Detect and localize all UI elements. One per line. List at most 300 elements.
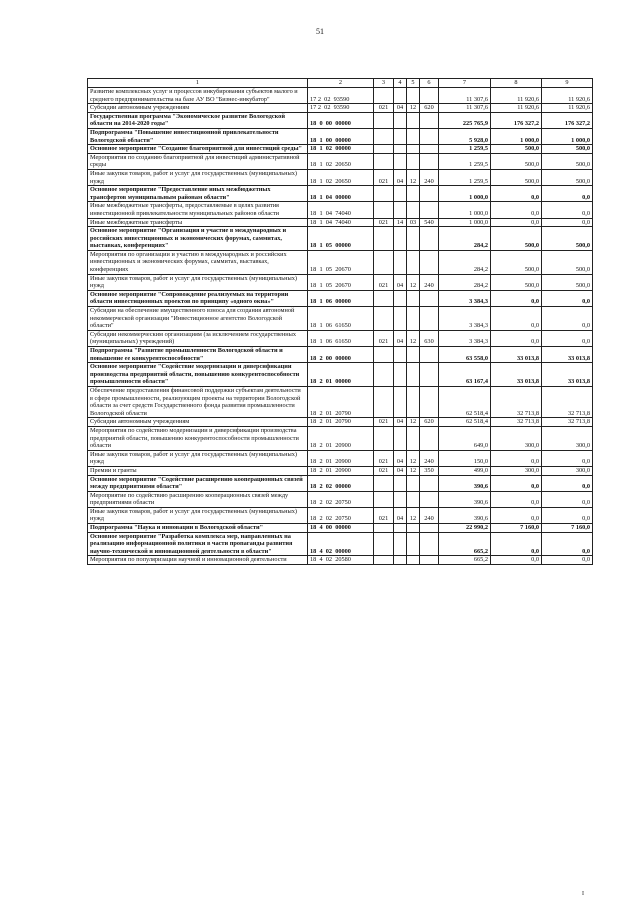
row-subsection-cell (407, 186, 420, 202)
row-section-cell (394, 491, 407, 507)
row-ministry-cell: 021 (374, 466, 394, 475)
row-name-cell: Обеспечение предоставления финансовой поддержки субъектам деятельности в сфере промышленности, реализующим проекты на территории Вологодской области за счет средств Государственного фонда развития промышленности Вологодской области (88, 386, 308, 417)
table-row (88, 112, 593, 128)
row-section-cell (394, 347, 407, 363)
row-expense-type-cell (420, 347, 439, 363)
row-code-cell: 18 2 01 20900 (308, 450, 374, 466)
row-name-cell: Субсидии автономным учреждениям (88, 104, 308, 113)
row-section-cell: 04 (394, 274, 407, 290)
row-value-col8: 0,0 (491, 290, 542, 306)
row-subsection-cell (407, 556, 420, 565)
row-ministry-cell (374, 250, 394, 274)
row-subsection-cell: 12 (407, 169, 420, 185)
row-ministry-cell (374, 186, 394, 202)
row-value-col9: 0,0 (542, 330, 593, 346)
row-expense-type-cell (420, 112, 439, 128)
row-name-cell: Основное мероприятие "Предоставление иных межбюджетных трансфертов муниципальным районам области" (88, 186, 308, 202)
row-value-col9: 11 920,6 (542, 104, 593, 113)
row-name-cell: Мероприятия по созданию благоприятной для инвестиций административной среды (88, 153, 308, 169)
table-row (88, 491, 593, 507)
table-row (88, 218, 593, 227)
row-expense-type-cell: 350 (420, 466, 439, 475)
row-value-col8: 0,0 (491, 330, 542, 346)
row-code-cell: 17 2 02 93590 (308, 104, 374, 113)
row-code-cell: 18 1 02 20650 (308, 153, 374, 169)
row-ministry-cell (374, 112, 394, 128)
row-section-cell (394, 532, 407, 556)
table-row (88, 347, 593, 363)
row-code-cell: 18 1 02 20650 (308, 169, 374, 185)
row-value-col7: 390,6 (439, 507, 491, 523)
table-row (88, 104, 593, 113)
row-code-cell: 18 2 01 20790 (308, 386, 374, 417)
row-value-col8: 0,0 (491, 218, 542, 227)
row-code-cell: 18 1 00 00000 (308, 128, 374, 144)
row-value-col7: 63 167,4 (439, 363, 491, 387)
row-section-cell (394, 363, 407, 387)
row-value-col9: 7 160,0 (542, 524, 593, 533)
row-value-col9: 0,0 (542, 218, 593, 227)
page-number: 51 (316, 27, 324, 36)
row-code-cell: 18 2 01 20900 (308, 466, 374, 475)
row-section-cell (394, 426, 407, 450)
row-ministry-cell: 021 (374, 274, 394, 290)
row-section-cell (394, 386, 407, 417)
row-section-cell: 04 (394, 330, 407, 346)
row-expense-type-cell (420, 556, 439, 565)
header-cell: 6 (420, 79, 439, 88)
header-cell: 7 (439, 79, 491, 88)
row-value-col7: 5 928,0 (439, 128, 491, 144)
row-value-col7: 1 000,0 (439, 202, 491, 218)
row-value-col7: 3 384,3 (439, 290, 491, 306)
row-value-col7: 225 765,9 (439, 112, 491, 128)
table-row (88, 128, 593, 144)
row-name-cell: Иные межбюджетные трансферты, предоставляемые в целях развития инвестиционной привлекательности муниципальных районов области (88, 202, 308, 218)
row-subsection-cell (407, 532, 420, 556)
row-value-col9: 0,0 (542, 450, 593, 466)
row-expense-type-cell (420, 524, 439, 533)
row-name-cell: Иные закупки товаров, работ и услуг для государственных (муниципальных) нужд (88, 450, 308, 466)
row-code-cell: 18 1 06 61650 (308, 330, 374, 346)
row-expense-type-cell (420, 88, 439, 104)
row-value-col7: 499,0 (439, 466, 491, 475)
row-name-cell: Подпрограмма "Наука и инновации в Вологодской области" (88, 524, 308, 533)
row-expense-type-cell: 620 (420, 418, 439, 427)
row-value-col9: 32 713,8 (542, 418, 593, 427)
row-section-cell (394, 307, 407, 331)
row-subsection-cell (407, 88, 420, 104)
row-ministry-cell (374, 202, 394, 218)
row-value-col9: 33 013,8 (542, 363, 593, 387)
table-row (88, 363, 593, 387)
row-expense-type-cell: 240 (420, 450, 439, 466)
row-code-cell: 17 2 02 93590 (308, 88, 374, 104)
row-value-col9: 0,0 (542, 532, 593, 556)
row-subsection-cell: 12 (407, 466, 420, 475)
row-expense-type-cell (420, 363, 439, 387)
row-section-cell: 04 (394, 507, 407, 523)
table-row (88, 145, 593, 154)
row-ministry-cell (374, 386, 394, 417)
row-code-cell: 18 4 02 20580 (308, 556, 374, 565)
row-value-col7: 3 384,3 (439, 330, 491, 346)
row-expense-type-cell (420, 202, 439, 218)
row-value-col8: 0,0 (491, 202, 542, 218)
row-ministry-cell (374, 227, 394, 251)
row-code-cell: 18 1 05 20670 (308, 250, 374, 274)
corner-mark: I (582, 891, 584, 897)
row-value-col7: 11 307,6 (439, 88, 491, 104)
row-value-col8: 32 713,8 (491, 418, 542, 427)
table-row (88, 330, 593, 346)
row-section-cell (394, 250, 407, 274)
header-cell: 3 (374, 79, 394, 88)
row-expense-type-cell: 620 (420, 104, 439, 113)
row-value-col8: 1 000,0 (491, 128, 542, 144)
row-value-col7: 63 558,0 (439, 347, 491, 363)
row-value-col9: 500,0 (542, 274, 593, 290)
row-ministry-cell: 021 (374, 104, 394, 113)
row-value-col8: 0,0 (491, 556, 542, 565)
row-expense-type-cell (420, 386, 439, 417)
row-code-cell: 18 1 04 74040 (308, 202, 374, 218)
row-value-col8: 300,0 (491, 426, 542, 450)
row-expense-type-cell (420, 532, 439, 556)
row-value-col7: 284,2 (439, 250, 491, 274)
row-ministry-cell: 021 (374, 507, 394, 523)
row-name-cell: Мероприятия по содействию модернизации и диверсификации производства предприятий области, повышению конкурентоспособности промышленности области (88, 426, 308, 450)
table-row (88, 186, 593, 202)
row-expense-type-cell (420, 290, 439, 306)
row-value-col8: 33 013,8 (491, 347, 542, 363)
row-value-col8: 500,0 (491, 274, 542, 290)
table-row (88, 466, 593, 475)
table-header-row (88, 79, 593, 88)
row-subsection-cell (407, 386, 420, 417)
row-value-col9: 0,0 (542, 507, 593, 523)
row-value-col8: 500,0 (491, 227, 542, 251)
row-ministry-cell (374, 88, 394, 104)
row-value-col9: 500,0 (542, 227, 593, 251)
row-code-cell: 18 1 05 20670 (308, 274, 374, 290)
header-cell: 8 (491, 79, 542, 88)
row-ministry-cell (374, 290, 394, 306)
row-name-cell: Премии и гранты (88, 466, 308, 475)
table-row (88, 475, 593, 491)
row-value-col8: 500,0 (491, 153, 542, 169)
row-value-col8: 33 013,8 (491, 363, 542, 387)
row-value-col8: 0,0 (491, 186, 542, 202)
row-subsection-cell: 12 (407, 274, 420, 290)
row-ministry-cell (374, 491, 394, 507)
row-value-col9: 0,0 (542, 475, 593, 491)
row-ministry-cell: 021 (374, 218, 394, 227)
row-name-cell: Подпрограмма "Развитие промышленности Вологодской области и повышение ее конкурентоспособности" (88, 347, 308, 363)
table-row (88, 274, 593, 290)
row-value-col7: 1 000,0 (439, 186, 491, 202)
row-name-cell: Развитие комплексных услуг и процессов инкубирования субъектов малого и среднего предпринимательства на базе АУ ВО "Бизнес-инкубатор" (88, 88, 308, 104)
row-value-col9: 0,0 (542, 202, 593, 218)
row-subsection-cell (407, 475, 420, 491)
row-name-cell: Мероприятие по содействию расширению кооперационных связей между предприятиями области (88, 491, 308, 507)
row-expense-type-cell (420, 153, 439, 169)
row-value-col7: 1 259,5 (439, 153, 491, 169)
row-expense-type-cell (420, 475, 439, 491)
row-value-col8: 32 713,8 (491, 386, 542, 417)
row-value-col9: 32 713,8 (542, 386, 593, 417)
row-subsection-cell (407, 227, 420, 251)
row-subsection-cell: 12 (407, 418, 420, 427)
row-ministry-cell (374, 307, 394, 331)
row-section-cell (394, 524, 407, 533)
row-ministry-cell (374, 363, 394, 387)
row-ministry-cell (374, 475, 394, 491)
row-value-col7: 1 259,5 (439, 145, 491, 154)
row-subsection-cell (407, 307, 420, 331)
row-expense-type-cell (420, 426, 439, 450)
row-code-cell: 18 2 02 20750 (308, 491, 374, 507)
row-expense-type-cell: 630 (420, 330, 439, 346)
row-value-col9: 33 013,8 (542, 347, 593, 363)
row-name-cell: Иные закупки товаров, работ и услуг для государственных (муниципальных) нужд (88, 169, 308, 185)
header-cell: 2 (308, 79, 374, 88)
header-cell: 9 (542, 79, 593, 88)
row-name-cell: Субсидии автономным учреждениям (88, 418, 308, 427)
row-section-cell (394, 145, 407, 154)
row-value-col7: 284,2 (439, 227, 491, 251)
row-expense-type-cell (420, 145, 439, 154)
row-value-col9: 500,0 (542, 145, 593, 154)
row-code-cell: 18 4 02 00000 (308, 532, 374, 556)
row-value-col8: 500,0 (491, 145, 542, 154)
row-value-col7: 390,6 (439, 475, 491, 491)
row-ministry-cell (374, 128, 394, 144)
row-expense-type-cell (420, 250, 439, 274)
row-value-col9: 176 327,2 (542, 112, 593, 128)
row-name-cell: Иные закупки товаров, работ и услуг для государственных (муниципальных) нужд (88, 507, 308, 523)
row-value-col7: 649,0 (439, 426, 491, 450)
row-name-cell: Подпрограмма "Повышение инвестиционной привлекательности Вологодской области" (88, 128, 308, 144)
row-section-cell (394, 227, 407, 251)
row-code-cell: 18 4 00 00000 (308, 524, 374, 533)
row-value-col7: 22 990,2 (439, 524, 491, 533)
row-value-col9: 0,0 (542, 556, 593, 565)
row-section-cell (394, 475, 407, 491)
row-value-col8: 11 920,6 (491, 104, 542, 113)
row-section-cell: 04 (394, 450, 407, 466)
row-subsection-cell (407, 145, 420, 154)
row-subsection-cell: 03 (407, 218, 420, 227)
row-expense-type-cell: 240 (420, 274, 439, 290)
row-value-col8: 500,0 (491, 169, 542, 185)
row-code-cell: 18 1 02 00000 (308, 145, 374, 154)
row-section-cell (394, 186, 407, 202)
row-name-cell: Основное мероприятие "Организация и участие в международных и российских инвестиционных и экономических форумах, саммитах, выставках, конференциях" (88, 227, 308, 251)
table-row (88, 426, 593, 450)
row-value-col7: 1 259,5 (439, 169, 491, 185)
row-value-col8: 0,0 (491, 532, 542, 556)
row-subsection-cell (407, 153, 420, 169)
row-value-col9: 500,0 (542, 153, 593, 169)
row-expense-type-cell: 240 (420, 169, 439, 185)
row-name-cell: Иные закупки товаров, работ и услуг для государственных (муниципальных) нужд (88, 274, 308, 290)
row-value-col7: 665,2 (439, 556, 491, 565)
row-value-col8: 0,0 (491, 507, 542, 523)
row-value-col9: 300,0 (542, 426, 593, 450)
row-code-cell: 18 1 04 74040 (308, 218, 374, 227)
row-value-col7: 390,6 (439, 491, 491, 507)
row-ministry-cell: 021 (374, 418, 394, 427)
table-row (88, 507, 593, 523)
row-value-col9: 0,0 (542, 491, 593, 507)
row-ministry-cell (374, 556, 394, 565)
row-section-cell (394, 153, 407, 169)
row-section-cell (394, 128, 407, 144)
table-row (88, 169, 593, 185)
table-row (88, 450, 593, 466)
row-name-cell: Мероприятия по популяризации научной и инновационной деятельности (88, 556, 308, 565)
row-ministry-cell: 021 (374, 330, 394, 346)
row-name-cell: Государственная программа "Экономическое развитие Вологодской области на 2014-2020 годы" (88, 112, 308, 128)
table-row (88, 386, 593, 417)
row-value-col7: 3 384,3 (439, 307, 491, 331)
row-name-cell: Основное мероприятие "Содействие модернизации и диверсификации производства предприятий области, повышению конкурентоспособности промышленности области" (88, 363, 308, 387)
row-value-col8: 11 920,6 (491, 88, 542, 104)
row-value-col8: 300,0 (491, 466, 542, 475)
row-expense-type-cell (420, 307, 439, 331)
row-expense-type-cell (420, 227, 439, 251)
row-section-cell (394, 202, 407, 218)
row-section-cell: 14 (394, 218, 407, 227)
table-row (88, 556, 593, 565)
row-ministry-cell (374, 524, 394, 533)
row-subsection-cell (407, 202, 420, 218)
row-ministry-cell (374, 153, 394, 169)
row-value-col7: 284,2 (439, 274, 491, 290)
row-section-cell (394, 112, 407, 128)
row-section-cell: 04 (394, 104, 407, 113)
row-value-col9: 0,0 (542, 186, 593, 202)
row-subsection-cell (407, 250, 420, 274)
row-name-cell: Субсидии некоммерческим организациям (за исключением государственных (муниципальных) учреждений) (88, 330, 308, 346)
row-value-col8: 0,0 (491, 450, 542, 466)
row-name-cell: Иные межбюджетные трансферты (88, 218, 308, 227)
row-ministry-cell (374, 426, 394, 450)
row-ministry-cell: 021 (374, 450, 394, 466)
row-code-cell: 18 2 00 00000 (308, 347, 374, 363)
table-row (88, 153, 593, 169)
row-value-col7: 665,2 (439, 532, 491, 556)
row-name-cell: Основное мероприятие "Разработка комплекса мер, направленных на реализацию информационной политики в части пропаганды развития научно-технической и инновационной деятельности в области" (88, 532, 308, 556)
row-ministry-cell (374, 532, 394, 556)
row-subsection-cell: 12 (407, 104, 420, 113)
row-expense-type-cell: 540 (420, 218, 439, 227)
row-section-cell: 04 (394, 418, 407, 427)
row-code-cell: 18 0 00 00000 (308, 112, 374, 128)
row-code-cell: 18 2 01 00000 (308, 363, 374, 387)
row-value-col8: 176 327,2 (491, 112, 542, 128)
row-subsection-cell: 12 (407, 450, 420, 466)
table-row (88, 524, 593, 533)
row-section-cell (394, 88, 407, 104)
table-row (88, 307, 593, 331)
row-code-cell: 18 2 02 00000 (308, 475, 374, 491)
table-row (88, 532, 593, 556)
row-subsection-cell (407, 112, 420, 128)
row-name-cell: Основное мероприятие "Создание благоприятной для инвестиций среды" (88, 145, 308, 154)
row-expense-type-cell (420, 491, 439, 507)
row-subsection-cell: 12 (407, 330, 420, 346)
row-expense-type-cell (420, 128, 439, 144)
table-row (88, 88, 593, 104)
row-ministry-cell: 021 (374, 169, 394, 185)
row-code-cell: 18 1 05 00000 (308, 227, 374, 251)
header-cell: 4 (394, 79, 407, 88)
row-code-cell: 18 2 01 20900 (308, 426, 374, 450)
row-value-col8: 7 160,0 (491, 524, 542, 533)
row-section-cell (394, 290, 407, 306)
row-subsection-cell (407, 128, 420, 144)
row-expense-type-cell (420, 186, 439, 202)
row-value-col7: 1 000,0 (439, 218, 491, 227)
row-value-col7: 11 307,6 (439, 104, 491, 113)
row-section-cell: 04 (394, 466, 407, 475)
row-section-cell (394, 556, 407, 565)
row-value-col8: 0,0 (491, 475, 542, 491)
row-name-cell: Основное мероприятие "Сопровождение реализуемых на территории области инвестиционных проектов по принципу «одного окна»" (88, 290, 308, 306)
row-name-cell: Основное мероприятие "Содействие расширению кооперационных связей между предприятиями области" (88, 475, 308, 491)
row-code-cell: 18 2 02 20750 (308, 507, 374, 523)
budget-table (87, 78, 593, 565)
row-value-col7: 62 518,4 (439, 418, 491, 427)
table-row (88, 227, 593, 251)
row-value-col8: 500,0 (491, 250, 542, 274)
row-subsection-cell (407, 491, 420, 507)
header-cell: 1 (88, 79, 308, 88)
row-value-col9: 300,0 (542, 466, 593, 475)
row-subsection-cell (407, 524, 420, 533)
row-value-col9: 1 000,0 (542, 128, 593, 144)
row-value-col7: 150,0 (439, 450, 491, 466)
row-value-col9: 500,0 (542, 169, 593, 185)
row-ministry-cell (374, 145, 394, 154)
row-code-cell: 18 2 01 20790 (308, 418, 374, 427)
row-section-cell: 04 (394, 169, 407, 185)
row-subsection-cell (407, 426, 420, 450)
row-expense-type-cell: 240 (420, 507, 439, 523)
row-value-col8: 0,0 (491, 491, 542, 507)
row-code-cell: 18 1 04 00000 (308, 186, 374, 202)
row-subsection-cell (407, 363, 420, 387)
row-subsection-cell: 12 (407, 507, 420, 523)
table-row (88, 202, 593, 218)
row-value-col9: 11 920,6 (542, 88, 593, 104)
row-value-col7: 62 518,4 (439, 386, 491, 417)
table-row (88, 290, 593, 306)
row-ministry-cell (374, 347, 394, 363)
row-subsection-cell (407, 347, 420, 363)
row-code-cell: 18 1 06 00000 (308, 290, 374, 306)
row-value-col9: 0,0 (542, 307, 593, 331)
row-code-cell: 18 1 06 61650 (308, 307, 374, 331)
row-subsection-cell (407, 290, 420, 306)
table-row (88, 250, 593, 274)
row-name-cell: Субсидия на обеспечение имущественного взноса для создания автономной некоммерческой организации "Инвестиционное агентство Вологодской области" (88, 307, 308, 331)
row-value-col9: 0,0 (542, 290, 593, 306)
row-value-col8: 0,0 (491, 307, 542, 331)
row-value-col9: 500,0 (542, 250, 593, 274)
